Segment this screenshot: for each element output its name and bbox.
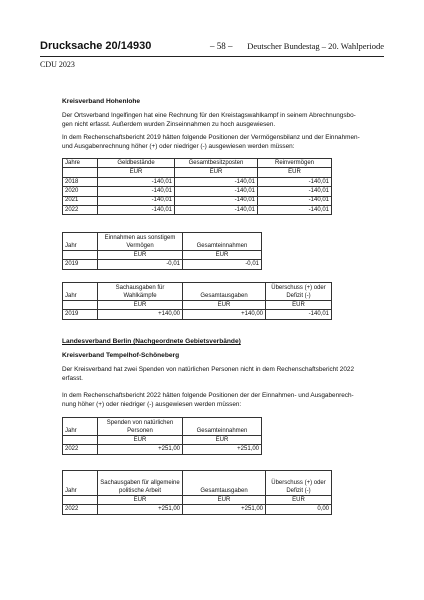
table-cell: -0,01 — [183, 260, 262, 269]
paragraph — [62, 392, 354, 409]
table-cell: EUR — [98, 436, 183, 445]
text-line: Der Ortsverband Ingelfingen hat eine Rechnung für den Kreistagswahlkampf in seinem Abrechnungsbo- — [62, 112, 356, 119]
table-cell: +251,00 — [183, 445, 262, 454]
table-row — [63, 196, 332, 205]
table-cell: EUR — [98, 168, 175, 177]
table-cell — [63, 168, 98, 177]
paragraph — [62, 112, 356, 129]
table-cell — [63, 436, 98, 445]
table-cell: EUR — [183, 251, 262, 260]
table-cell: 2022 — [63, 505, 98, 514]
doc-number: 14930 — [120, 40, 152, 52]
table-cell: +251,00 — [98, 445, 183, 454]
table-row — [63, 260, 262, 269]
table-cell: -140,01 — [258, 205, 332, 214]
paragraph — [62, 366, 354, 383]
table-cell: -140,01 — [175, 196, 258, 205]
expense-table — [62, 470, 332, 515]
table-cell: -140,01 — [98, 196, 175, 205]
table-header: Überschuss (+) oder Defizit (-) — [266, 283, 332, 301]
document-number — [40, 40, 151, 52]
page-header — [40, 40, 384, 57]
expense-table — [62, 282, 332, 320]
table-header: Einnahmen aus sonstigem Vermögen — [98, 233, 183, 251]
parliament-label: Deutscher Bundestag – 20. Wahlperiode — [247, 41, 384, 51]
text-line: Der Kreisverband hat zwei Spenden von natürlichen Personen nicht in dem Rechenschaftsbericht 2022 — [62, 366, 355, 373]
table-cell: -140,01 — [258, 177, 332, 186]
text-line: In dem Rechenschaftsbericht 2019 hätten folgende Positionen der Vermögensbilanz und der Einnahmen- — [62, 134, 360, 141]
table-cell: EUR — [266, 496, 332, 505]
table-cell: 2021 — [63, 196, 98, 205]
text-line: nung höher (+) oder niedriger (-) ausgewiesen werden müssen: — [62, 400, 242, 408]
section-title: Kreisverband Hohenlohe — [62, 98, 141, 105]
table-cell: -140,01 — [266, 310, 332, 319]
text-line: erfasst. — [62, 374, 83, 382]
table-cell: -0,01 — [98, 260, 183, 269]
table-cell: 2022 — [63, 445, 98, 454]
table-cell: EUR — [183, 496, 266, 505]
table-cell: 0,00 — [266, 505, 332, 514]
text-line: und Ausgabenrechnung höher (+) oder niedriger (-) ausgewiesen werden müssen: — [62, 142, 295, 150]
table-header: Jahr — [63, 283, 98, 301]
table-cell: -140,01 — [258, 196, 332, 205]
table-cell: EUR — [98, 251, 183, 260]
table-cell: EUR — [266, 301, 332, 310]
doc-prefix: Drucksache 20/ — [40, 40, 121, 52]
table-row — [63, 205, 332, 214]
table-cell: EUR — [175, 168, 258, 177]
table-header: Jahr — [63, 471, 98, 496]
table-cell: -140,01 — [98, 205, 175, 214]
table-cell: -140,01 — [258, 187, 332, 196]
table-cell: EUR — [183, 301, 266, 310]
table-cell: +140,00 — [183, 310, 266, 319]
table-cell: -140,01 — [175, 205, 258, 214]
table-header: Jahr — [63, 418, 98, 436]
table-cell — [63, 496, 98, 505]
table-cell: 2019 — [63, 260, 98, 269]
table-cell — [63, 251, 98, 260]
table-header: Gesamtausgaben — [183, 471, 266, 496]
paragraph — [62, 134, 360, 151]
table-header: Gesamteinnahmen — [183, 418, 262, 436]
section-title: Kreisverband Tempelhof-Schöneberg — [62, 352, 180, 359]
table-row — [63, 177, 332, 186]
table-cell: +251,00 — [183, 505, 266, 514]
table-header: Jahr — [63, 233, 98, 251]
table-header: Jahre — [63, 159, 98, 168]
table-cell: +140,00 — [98, 310, 183, 319]
table-cell: EUR — [183, 436, 262, 445]
income-table — [62, 232, 262, 270]
table-cell: -140,01 — [98, 177, 175, 186]
table-cell — [63, 301, 98, 310]
table-header: Geldbestände — [98, 159, 175, 168]
table-row — [63, 187, 332, 196]
table-cell: -140,01 — [175, 177, 258, 186]
table-cell: 2018 — [63, 177, 98, 186]
table-row — [63, 505, 332, 514]
text-line: gen nicht erfasst. Außerdem wurden Zinseinnahmen zu hoch ausgewiesen. — [62, 120, 276, 128]
table-cell: 2019 — [63, 310, 98, 319]
table-header: Spenden von natürlichen Personen — [98, 418, 183, 436]
section-heading: Landesverband Berlin (Nachgeordnete Gebietsverbände) — [62, 338, 241, 345]
table-cell: EUR — [98, 496, 183, 505]
table-row — [63, 310, 332, 319]
table-header: Sachausgaben für allgemeine politische Arbeit — [98, 471, 183, 496]
table-header: Gesamteinnahmen — [183, 233, 262, 251]
balance-table — [62, 158, 332, 215]
table-row — [63, 445, 262, 454]
table-cell: EUR — [258, 168, 332, 177]
table-header: Gesamtbesitzposten — [175, 159, 258, 168]
text-line: In dem Rechenschaftsbericht 2022 hätten folgende Positionen der der Einnahmen- und Ausgabenrech- — [62, 392, 354, 399]
table-header: Sachausgaben für Wahlkämpfe — [98, 283, 183, 301]
table-cell: 2022 — [63, 205, 98, 214]
table-header: Gesamtausgaben — [183, 283, 266, 301]
table-cell: -140,01 — [98, 187, 175, 196]
page-number: – 58 – — [210, 41, 233, 51]
table-cell: +251,00 — [98, 505, 183, 514]
table-header: Überschuss (+) oder Defizit (-) — [266, 471, 332, 496]
party-label: CDU 2023 — [40, 60, 75, 69]
table-cell: EUR — [98, 301, 183, 310]
donation-table — [62, 417, 262, 455]
table-cell: 2020 — [63, 187, 98, 196]
table-header: Reinvermögen — [258, 159, 332, 168]
table-cell: -140,01 — [175, 187, 258, 196]
